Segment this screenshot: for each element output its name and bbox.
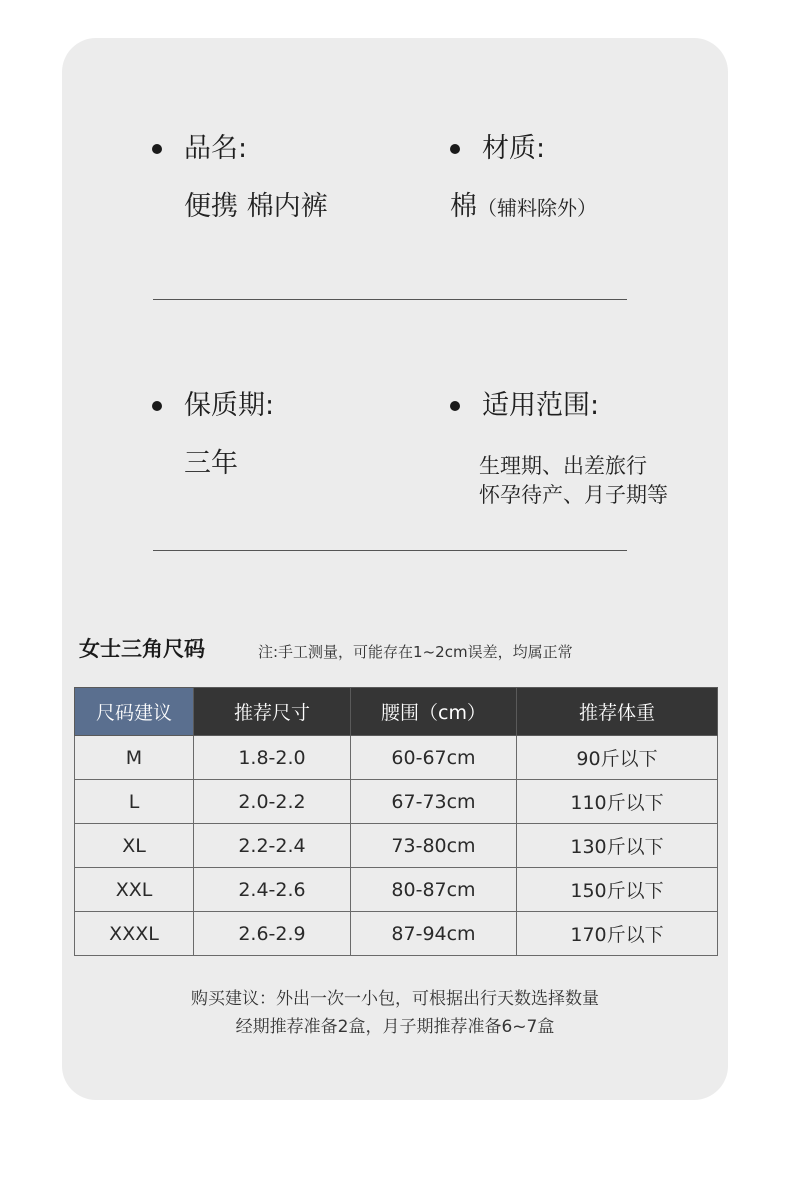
- material-value-wrap: [450, 189, 597, 226]
- cell-weight: 110斤以下: [517, 780, 718, 824]
- bullet-icon: [152, 401, 162, 411]
- cell-waist: 60-67cm: [351, 736, 517, 780]
- cell-waist: 67-73cm: [351, 780, 517, 824]
- product-name-value: 便携 棉内裤: [184, 191, 328, 222]
- table-row: [75, 868, 718, 912]
- cell-size: M: [75, 736, 194, 780]
- usage-line: 生理期、出差旅行: [479, 454, 647, 478]
- header-size-suggestion: 尺码建议: [75, 688, 194, 736]
- header-waist: 腰围（cm）: [351, 688, 517, 736]
- divider: [153, 299, 627, 300]
- cell-size: XXXL: [75, 912, 194, 956]
- bullet-icon: [450, 401, 460, 411]
- cell-waist: 73-80cm: [351, 824, 517, 868]
- cell-weight: 90斤以下: [517, 736, 718, 780]
- header-recommended-weight: 推荐体重: [517, 688, 718, 736]
- cell-weight: 170斤以下: [517, 912, 718, 956]
- cell-recommended-size: 2.0-2.2: [194, 780, 351, 824]
- divider: [153, 550, 627, 551]
- size-table: [74, 687, 718, 956]
- shelf-life-label: 保质期:: [184, 390, 275, 421]
- cell-size: XL: [75, 824, 194, 868]
- cell-waist: 80-87cm: [351, 868, 517, 912]
- bullet-icon: [152, 144, 162, 154]
- table-header-row: [75, 688, 718, 736]
- size-table-title: 女士三角尺码: [79, 637, 205, 661]
- table-row: [75, 912, 718, 956]
- usage-value: [479, 452, 668, 510]
- shelf-life-value: 三年: [184, 448, 238, 479]
- usage-label: 适用范围:: [482, 390, 600, 421]
- material-value: 棉: [450, 191, 477, 222]
- cell-weight: 150斤以下: [517, 868, 718, 912]
- material-label: 材质:: [482, 133, 546, 164]
- header-recommended-size: 推荐尺寸: [194, 688, 351, 736]
- advice-line-1: 购买建议：外出一次一小包，可根据出行天数选择数量: [191, 989, 599, 1009]
- table-row: [75, 780, 718, 824]
- material-note: （辅料除外）: [477, 196, 597, 220]
- usage-line: 怀孕待产、月子期等: [479, 483, 668, 507]
- cell-recommended-size: 1.8-2.0: [194, 736, 351, 780]
- cell-weight: 130斤以下: [517, 824, 718, 868]
- table-row: [75, 736, 718, 780]
- table-row: [75, 824, 718, 868]
- bullet-icon: [450, 144, 460, 154]
- size-table-note: 注:手工测量，可能存在1~2cm误差，均属正常: [258, 643, 573, 661]
- cell-waist: 87-94cm: [351, 912, 517, 956]
- cell-size: L: [75, 780, 194, 824]
- product-name-label: 品名:: [184, 133, 248, 164]
- cell-recommended-size: 2.4-2.6: [194, 868, 351, 912]
- cell-recommended-size: 2.2-2.4: [194, 824, 351, 868]
- cell-recommended-size: 2.6-2.9: [194, 912, 351, 956]
- advice-line-2: 经期推荐准备2盒，月子期推荐准备6~7盒: [235, 1017, 555, 1037]
- cell-size: XXL: [75, 868, 194, 912]
